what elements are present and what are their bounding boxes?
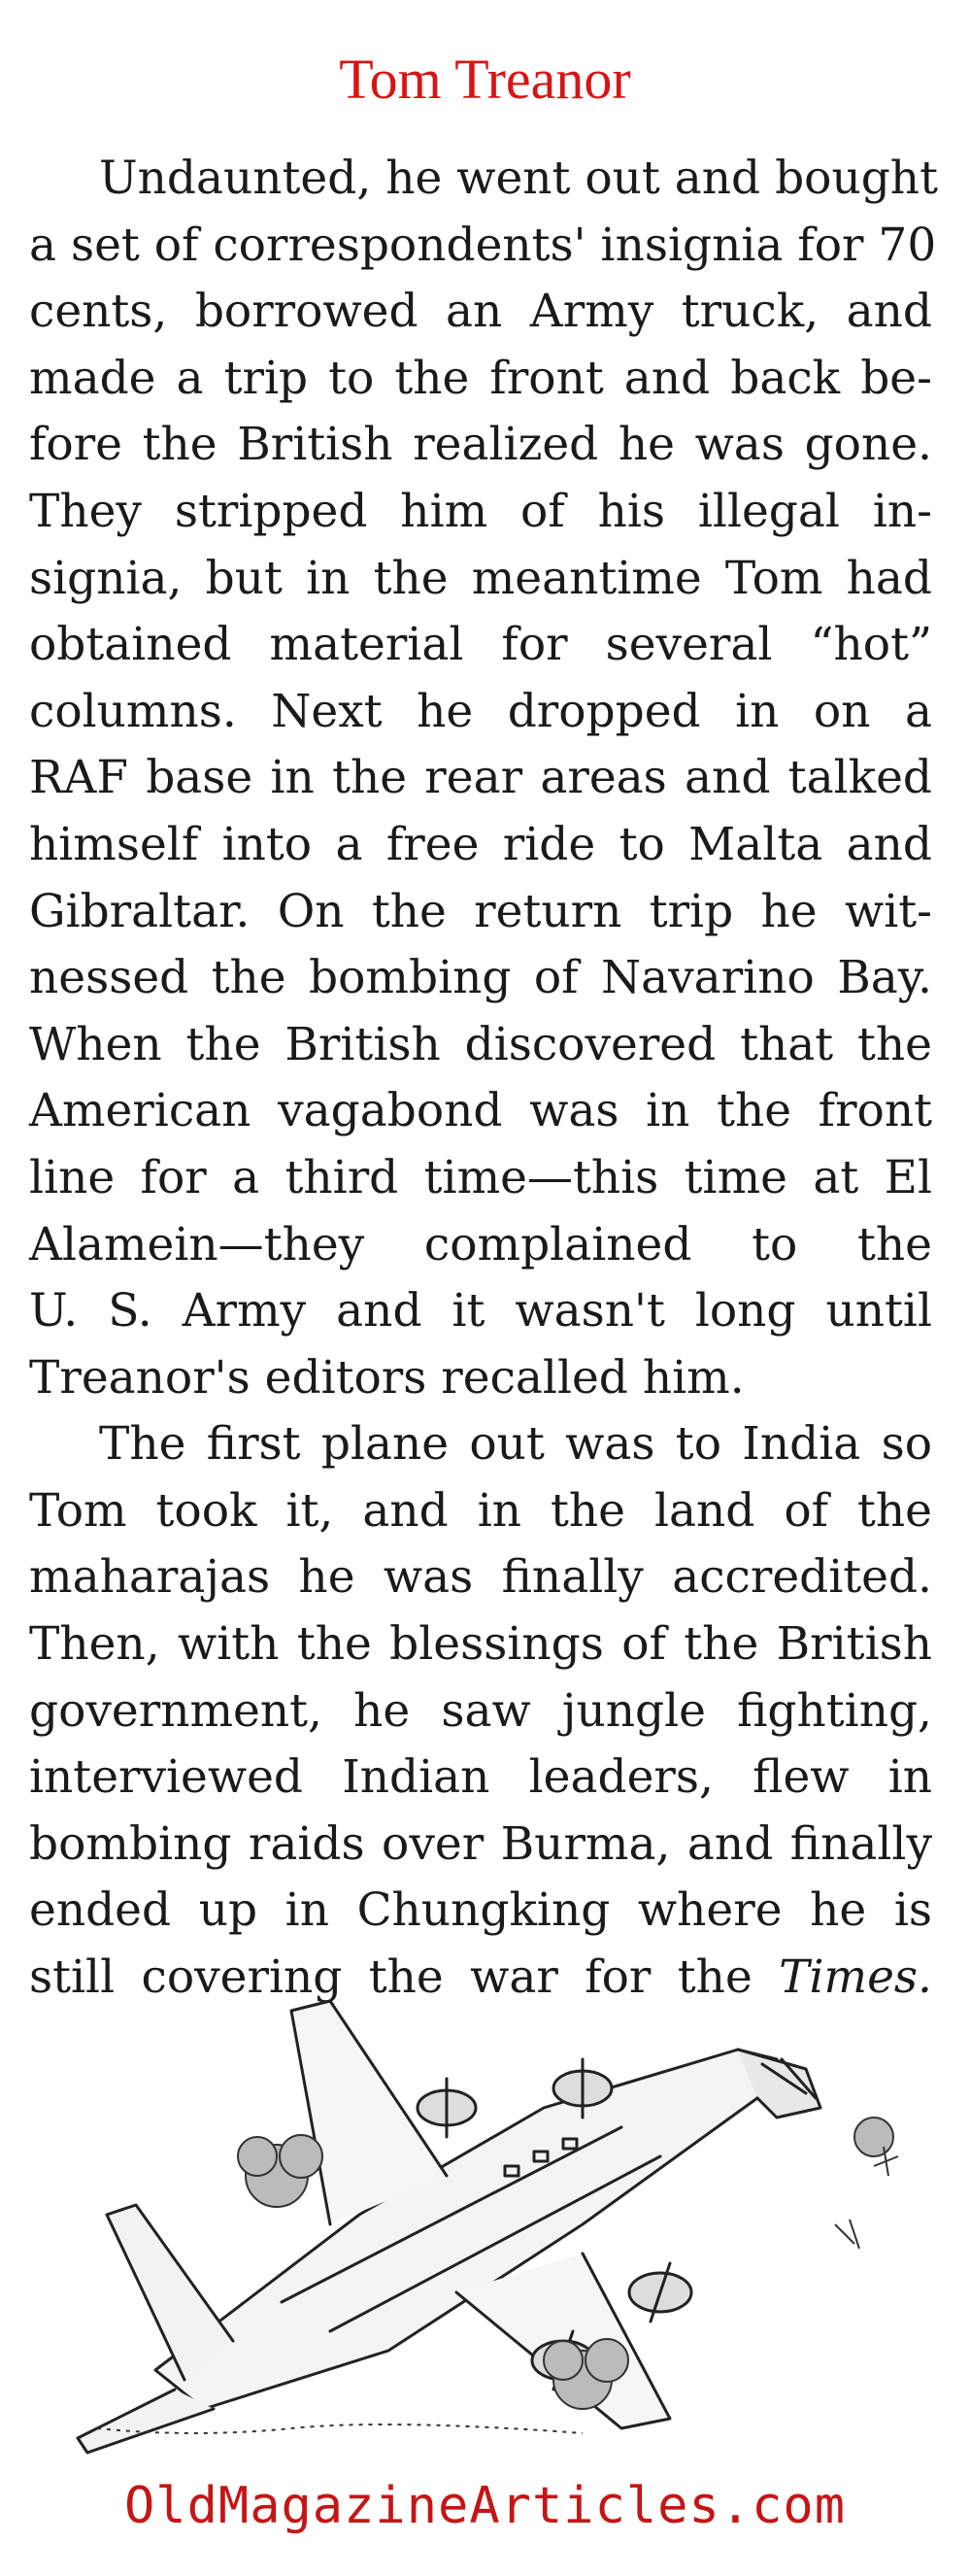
text-line: interviewed Indian leaders, flew in (29, 1750, 932, 1805)
text-line: himself into a free ride to Malta and (29, 817, 932, 871)
text-line: cents, borrowed an Army truck, and (29, 285, 932, 339)
text-line: They stripped him of his illegal in- (29, 484, 932, 538)
text-line: columns. Next he dropped in on a (29, 684, 932, 738)
text-line: U. S. Army and it wasn't long until (29, 1284, 932, 1339)
text-line: signia, but in the meantime Tom had (29, 551, 932, 605)
text-fragment: still covering the war for the (29, 1950, 780, 2005)
tail-fin (107, 2205, 233, 2380)
text-line: The first plane out was to India so (99, 1417, 932, 1472)
text-line: maharajas he was finally accredited. (29, 1550, 932, 1605)
text-line: American vagabond was in the front (29, 1084, 932, 1138)
text-line: Undaunted, he went out and bought (99, 152, 938, 205)
text-line: nessed the bombing of Navarino Bay. (29, 951, 932, 1005)
text-line: made a trip to the front and back be- (29, 351, 932, 405)
smoke-burst (854, 2118, 893, 2156)
text-line: ended up in Chungking where he is (29, 1883, 932, 1938)
text-line: a set of correspondents' insignia for 70 (29, 218, 937, 272)
text-line: bombing raids over Burma, and finally (29, 1816, 932, 1871)
article-body (29, 146, 938, 2012)
text-line: Gibraltar. On the return trip he wit- (29, 884, 932, 938)
bomber-plane-illustration (39, 1972, 932, 2457)
paragraph-1 (29, 146, 938, 1411)
newspaper-name: Times. (779, 1950, 932, 2005)
text-line: line for a third time—this time at El (29, 1150, 932, 1204)
text-line: RAF base in the rear areas and talked (29, 751, 932, 805)
text-line: obtained material for several “hot” (29, 618, 932, 672)
text-line: Then, with the blessings of the British (29, 1617, 932, 1672)
text-line: government, he saw jungle fighting, (29, 1683, 932, 1738)
site-watermark: OldMagazineArticles.com (123, 2477, 847, 2535)
text-line: Alamein—they complained to the (29, 1217, 932, 1271)
tail-plane (78, 2390, 214, 2453)
paragraph-2 (29, 1411, 932, 2011)
text-line: Treanor's editors recalled him. (29, 1350, 745, 1405)
text-line: Tom took it, and in the land of the (29, 1483, 932, 1538)
text-line: fore the British realized he was gone. (29, 418, 932, 472)
page-title: Tom Treanor (339, 48, 631, 111)
text-line: When the British discovered that the (29, 1017, 932, 1071)
